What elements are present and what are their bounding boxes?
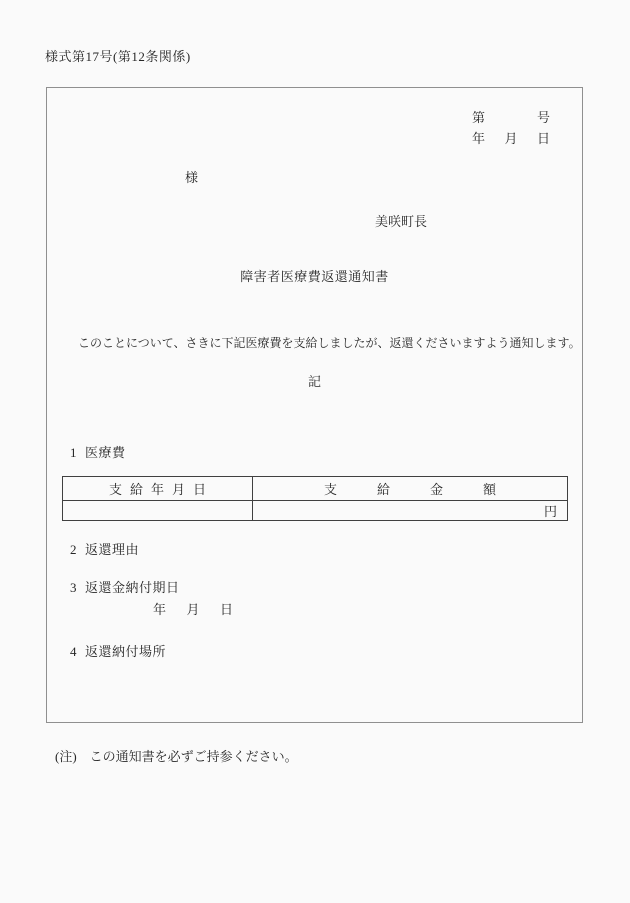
footnote <box>55 749 298 765</box>
payment-date-value-cell <box>63 501 253 520</box>
payment-table <box>62 476 568 521</box>
section-number: 3 <box>70 580 77 595</box>
sender-name: 美咲町長 <box>375 214 428 229</box>
doc-number-line <box>472 110 550 126</box>
doc-date-line <box>472 131 550 147</box>
due-year-label: 年 <box>153 602 167 617</box>
section-number: 1 <box>70 445 77 460</box>
section-return-reason <box>47 542 582 558</box>
notice-border-box <box>46 87 583 723</box>
section-medical-expenses <box>47 445 582 461</box>
section-label: 返還金納付期日 <box>85 580 180 595</box>
section-number: 2 <box>70 542 77 557</box>
payment-date-header: 支給年月日 <box>108 482 214 497</box>
section-return-payment-place <box>47 644 582 660</box>
payment-table-header-row <box>63 477 567 501</box>
section-label: 医療費 <box>85 445 126 460</box>
payment-table-data-row <box>63 501 567 520</box>
payment-amount-value-cell <box>253 501 567 520</box>
payment-amount-header-cell <box>253 477 567 500</box>
due-date-line <box>153 602 233 618</box>
footnote-prefix: (注) <box>55 749 77 764</box>
due-day-label: 日 <box>219 602 233 617</box>
payment-date-header-cell <box>63 477 253 500</box>
footnote-text: この通知書を必ずご持参ください。 <box>89 749 298 764</box>
due-month-label: 月 <box>186 602 200 617</box>
section-label: 返還納付場所 <box>85 644 167 659</box>
date-day-label: 日 <box>536 131 550 146</box>
doc-number-prefix: 第 <box>472 110 486 125</box>
amount-unit-label: 円 <box>543 504 557 519</box>
section-number: 4 <box>70 644 77 659</box>
section-label: 返還理由 <box>85 542 140 557</box>
body-text: このことについて、さきに下記医療費を支給しましたが、返還くださいますよう通知します。 <box>78 336 581 350</box>
doc-number-suffix: 号 <box>536 110 550 125</box>
addressee-suffix: 様 <box>185 170 199 185</box>
record-marker: 記 <box>307 374 321 389</box>
form-number-label: 様式第17号(第12条関係) <box>45 49 191 64</box>
date-year-label: 年 <box>472 131 486 146</box>
date-month-label: 月 <box>504 131 518 146</box>
section-return-due-date <box>47 580 582 596</box>
payment-amount-header: 支給金額 <box>323 482 536 497</box>
document-title: 障害者医療費返還通知書 <box>240 269 389 284</box>
